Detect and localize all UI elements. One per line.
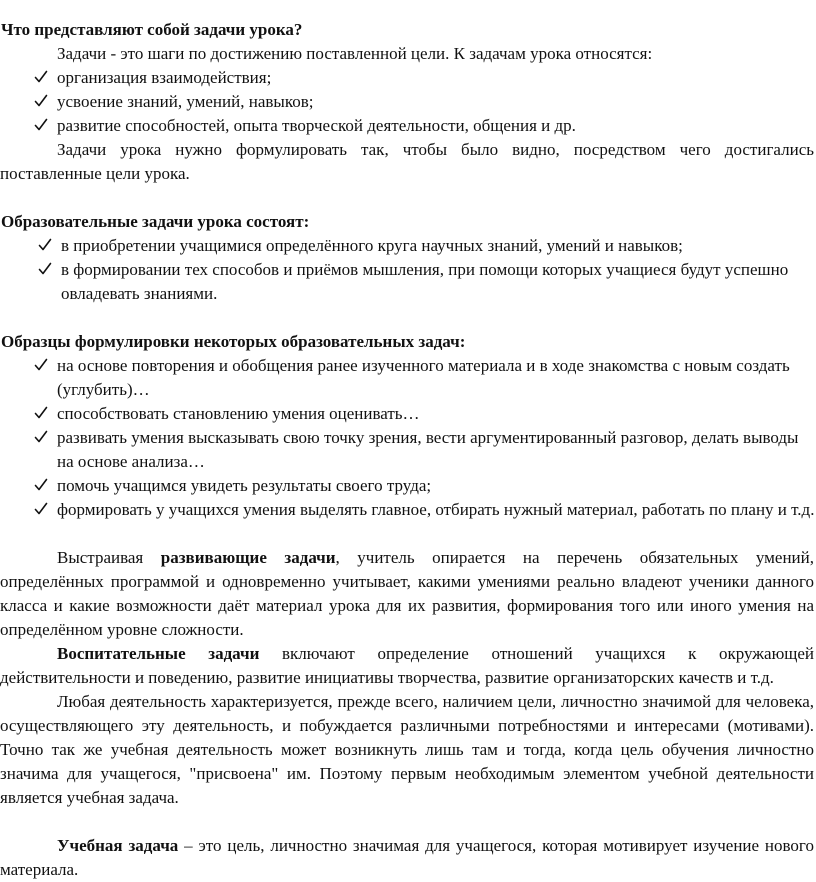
checkmark-icon: [38, 262, 52, 276]
checkmark-icon: [34, 406, 48, 420]
checkmark-icon: [34, 502, 48, 516]
developing-tasks-term: развивающие задачи: [160, 548, 336, 567]
list-item-text: на основе повторения и обобщения ранее изученного материала и в ходе знакомства с новым создать (углубить)…: [57, 356, 790, 399]
checkmark-icon: [34, 94, 48, 108]
checkmark-icon: [34, 430, 48, 444]
spacer: [0, 306, 816, 330]
educational-tasks-text: включают определение отношений учащихся к окружающей действительности и поведению, развитие инициативы творчества, развитие организаторских качеств и т.д.: [0, 644, 815, 687]
list-item: [0, 258, 816, 306]
activity-paragraph: Любая деятельность характеризуется, прежде всего, наличием цели, личностно значимой для человека, осуществляющего эту деятельность, и побуждается различными потребностями и интересами (мотивами). Точно так же учебная деятельность может возникнуть лишь там и тогда, когда цель обучения личностно значима для учащегося, "присвоена" им. Поэтому первым необходимым элементом учебной деятельности является учебная задача.: [0, 692, 814, 807]
list-item: [0, 498, 816, 522]
document-page: [0, 18, 816, 882]
developing-tasks-paragraph: [0, 546, 816, 642]
sample-formulations-list: [0, 354, 816, 522]
intro-paragraph: Задачи - это шаги по достижению поставленной цели. К задачам урока относятся:: [57, 44, 653, 63]
developing-tasks-text: , учитель опирается на перечень обязательных умений, определённых программой и одновременно учитывает, какими умениями реально владеют ученики данного класса и какие возможности даёт материал урока для их развития, формирования того или иного умения на определённом уровне сложности.: [0, 548, 814, 639]
spacer: [0, 522, 816, 546]
list-item-text: помочь учащимся увидеть результаты своего труда;: [57, 476, 432, 495]
lesson-tasks-list: [0, 66, 816, 138]
educational-tasks-list: [0, 234, 816, 306]
learning-task-term: Учебная задача: [57, 836, 179, 855]
checkmark-icon: [34, 478, 48, 492]
checkmark-icon: [34, 358, 48, 372]
list-item-text: усвоение знаний, умений, навыков;: [57, 92, 314, 111]
list-item-text: в формировании тех способов и приёмов мышления, при помощи которых учащиеся будут успешно овладевать знаниями.: [61, 260, 789, 303]
list-item: [0, 66, 816, 90]
educational-tasks-term: Воспитательные задачи: [57, 644, 260, 663]
list-item: [0, 426, 816, 474]
list-item-text: в приобретении учащимися определённого круга научных знаний, умений и навыков;: [61, 236, 683, 255]
list-item: [0, 402, 816, 426]
list-item-text: организация взаимодействия;: [57, 68, 272, 87]
educational-tasks-paragraph: [0, 642, 816, 690]
list-item-text: развитие способностей, опыта творческой деятельности, общения и др.: [57, 116, 576, 135]
checkmark-icon: [34, 118, 48, 132]
section-heading-sample-formulations: Образцы формулировки некоторых образовательных задач:: [1, 332, 466, 351]
list-item: [0, 354, 816, 402]
section-heading-educational-tasks: Образовательные задачи урока состоят:: [1, 212, 310, 231]
list-item: [0, 114, 816, 138]
developing-lead-text: Выстраивая: [57, 548, 161, 567]
list-item-text: развивать умения высказывать свою точку зрения, вести аргументированный разговор, делать выводы на основе анализа…: [57, 428, 799, 471]
list-item-text: способствовать становлению умения оценивать…: [57, 404, 420, 423]
checkmark-icon: [38, 238, 52, 252]
closing-paragraph: Задачи урока нужно формулировать так, чтобы было видно, посредством чего достигались поставленные цели урока.: [0, 140, 814, 183]
section-heading-lesson-tasks: Что представляют собой задачи урока?: [1, 20, 303, 39]
spacer: [0, 186, 816, 210]
list-item: [0, 474, 816, 498]
checkmark-icon: [34, 70, 48, 84]
list-item-text: формировать у учащихся умения выделять главное, отбирать нужный материал, работать по плану и т.д.: [57, 500, 815, 519]
learning-task-text: – это цель, личностно значимая для учащегося, которая мотивирует изучение нового материала.: [0, 836, 814, 879]
list-item: [0, 90, 816, 114]
learning-task-paragraph: [0, 834, 816, 882]
spacer: [0, 810, 816, 834]
list-item: [0, 234, 816, 258]
